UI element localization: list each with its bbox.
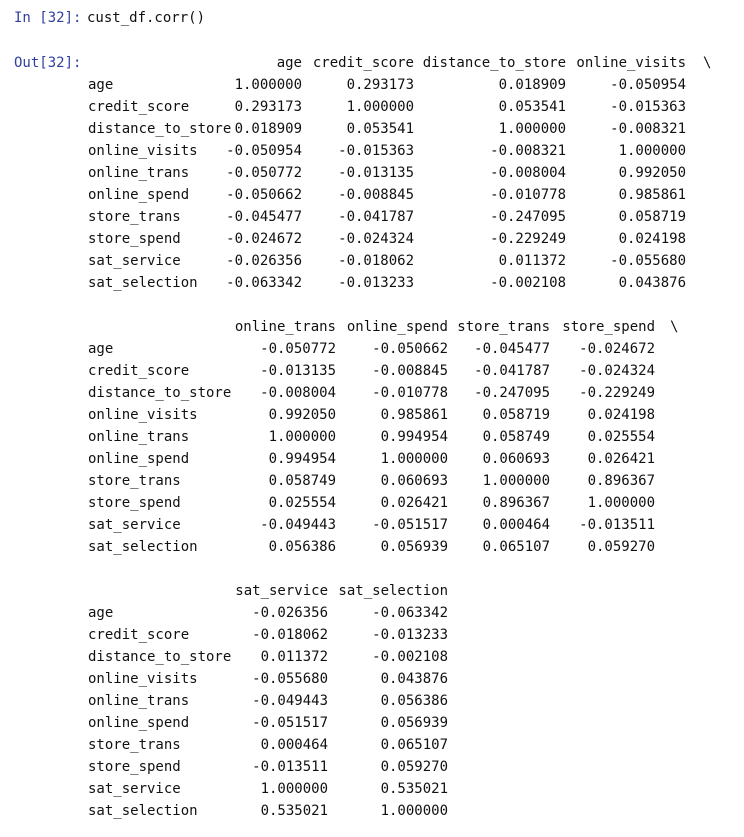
table-cell: -0.015363 — [610, 99, 686, 115]
table-cell: 0.994954 — [380, 429, 448, 445]
continuation-marker: \ — [670, 319, 679, 335]
column-header: online_spend — [346, 319, 448, 335]
table-cell: 1.000000 — [268, 429, 336, 445]
table-row — [0, 382, 744, 404]
table-cell: 1.000000 — [346, 99, 414, 115]
column-header: age — [276, 55, 302, 71]
table-row — [0, 778, 744, 800]
table-header-row — [0, 52, 744, 74]
table-cell: -0.010778 — [372, 385, 448, 401]
table-row — [0, 96, 744, 118]
table-cell: -0.013233 — [372, 627, 448, 643]
code-input[interactable]: cust_df.corr() — [87, 10, 206, 26]
table-cell: -0.247095 — [474, 385, 550, 401]
row-index-label: credit_score — [88, 627, 190, 643]
row-index-label: credit_score — [88, 363, 190, 379]
table-cell: 1.000000 — [260, 781, 328, 797]
table-cell: -0.051517 — [252, 715, 328, 731]
row-index-label: store_spend — [88, 759, 181, 775]
table-cell: 0.053541 — [498, 99, 566, 115]
table-cell: 0.026421 — [380, 495, 448, 511]
table-cell: -0.024672 — [579, 341, 655, 357]
table-cell: 1.000000 — [380, 803, 448, 819]
table-cell: 0.053541 — [346, 121, 414, 137]
table-cell: 0.011372 — [498, 253, 566, 269]
table-cell: 0.994954 — [268, 451, 336, 467]
table-cell: -0.229249 — [490, 231, 566, 247]
table-row — [0, 404, 744, 426]
table-cell: -0.050954 — [226, 143, 302, 159]
table-cell: 0.026421 — [587, 451, 655, 467]
row-index-label: online_visits — [88, 143, 198, 159]
row-index-label: online_trans — [88, 165, 190, 181]
table-cell: -0.050954 — [610, 77, 686, 93]
table-row — [0, 756, 744, 778]
table-cell: 0.535021 — [260, 803, 328, 819]
row-index-label: online_spend — [88, 187, 190, 203]
table-cell: 0.024198 — [618, 231, 686, 247]
table-row — [0, 140, 744, 162]
row-index-label: age — [88, 77, 114, 93]
row-index-label: distance_to_store — [88, 121, 232, 137]
table-cell: -0.051517 — [372, 517, 448, 533]
output-prompt: Out[32]: — [14, 55, 82, 71]
table-cell: -0.063342 — [372, 605, 448, 621]
column-header: sat_selection — [338, 583, 448, 599]
row-index-label: sat_service — [88, 781, 181, 797]
table-cell: -0.041787 — [338, 209, 414, 225]
table-cell: 0.018909 — [498, 77, 566, 93]
table-row — [0, 162, 744, 184]
table-row — [0, 492, 744, 514]
table-row — [0, 250, 744, 272]
table-cell: -0.024672 — [226, 231, 302, 247]
row-index-label: online_trans — [88, 693, 190, 709]
row-index-label: distance_to_store — [88, 649, 232, 665]
table-cell: 0.293173 — [346, 77, 414, 93]
column-header: distance_to_store — [422, 55, 566, 71]
table-cell: 0.018909 — [234, 121, 302, 137]
table-cell: -0.002108 — [490, 275, 566, 291]
table-cell: 0.293173 — [234, 99, 302, 115]
table-cell: -0.049443 — [260, 517, 336, 533]
table-cell: -0.002108 — [372, 649, 448, 665]
table-cell: -0.045477 — [226, 209, 302, 225]
table-cell: -0.050772 — [226, 165, 302, 181]
table-row — [0, 338, 744, 360]
table-cell: -0.055680 — [610, 253, 686, 269]
table-cell: -0.229249 — [579, 385, 655, 401]
table-cell: 0.059270 — [587, 539, 655, 555]
table-row — [0, 470, 744, 492]
table-cell: 0.058749 — [482, 429, 550, 445]
row-index-label: credit_score — [88, 99, 190, 115]
row-index-label: store_trans — [88, 737, 181, 753]
table-cell: 0.025554 — [268, 495, 336, 511]
table-cell: -0.015363 — [338, 143, 414, 159]
table-row — [0, 668, 744, 690]
row-index-label: store_spend — [88, 495, 181, 511]
table-cell: 0.043876 — [618, 275, 686, 291]
table-row — [0, 536, 744, 558]
column-header: online_trans — [234, 319, 336, 335]
table-row — [0, 360, 744, 382]
row-index-label: sat_selection — [88, 275, 198, 291]
table-row — [0, 184, 744, 206]
table-cell: -0.008845 — [338, 187, 414, 203]
row-index-label: sat_service — [88, 517, 181, 533]
row-index-label: sat_selection — [88, 539, 198, 555]
table-row — [0, 602, 744, 624]
row-index-label: age — [88, 605, 114, 621]
table-cell: 1.000000 — [618, 143, 686, 159]
table-cell: 1.000000 — [587, 495, 655, 511]
row-index-label: online_spend — [88, 715, 190, 731]
table-cell: 0.060693 — [380, 473, 448, 489]
table-cell: -0.024324 — [579, 363, 655, 379]
table-cell: -0.008321 — [610, 121, 686, 137]
table-row — [0, 734, 744, 756]
row-index-label: sat_selection — [88, 803, 198, 819]
column-header: store_spend — [562, 319, 655, 335]
table-cell: 0.896367 — [587, 473, 655, 489]
table-cell: -0.013233 — [338, 275, 414, 291]
table-row — [0, 74, 744, 96]
table-cell: -0.008845 — [372, 363, 448, 379]
table-cell: 0.043876 — [380, 671, 448, 687]
column-header: store_trans — [457, 319, 550, 335]
row-index-label: online_visits — [88, 407, 198, 423]
table-cell: -0.008004 — [260, 385, 336, 401]
table-cell: 0.058719 — [482, 407, 550, 423]
table-cell: 0.059270 — [380, 759, 448, 775]
table-row — [0, 118, 744, 140]
column-header: online_visits — [576, 55, 686, 71]
table-cell: -0.013511 — [579, 517, 655, 533]
table-row — [0, 272, 744, 294]
row-index-label: online_trans — [88, 429, 190, 445]
table-row — [0, 514, 744, 536]
table-cell: -0.008321 — [490, 143, 566, 159]
table-cell: 1.000000 — [234, 77, 302, 93]
table-cell: -0.063342 — [226, 275, 302, 291]
table-cell: -0.010778 — [490, 187, 566, 203]
table-cell: -0.026356 — [226, 253, 302, 269]
continuation-marker: \ — [703, 55, 712, 71]
row-index-label: age — [88, 341, 114, 357]
table-cell: -0.013511 — [252, 759, 328, 775]
table-cell: -0.247095 — [490, 209, 566, 225]
table-cell: -0.013135 — [338, 165, 414, 181]
row-index-label: online_visits — [88, 671, 198, 687]
row-index-label: online_spend — [88, 451, 190, 467]
table-cell: -0.049443 — [252, 693, 328, 709]
row-index-label: store_trans — [88, 209, 181, 225]
table-cell: 0.025554 — [587, 429, 655, 445]
table-cell: -0.024324 — [338, 231, 414, 247]
table-cell: 0.056939 — [380, 715, 448, 731]
table-cell: -0.050662 — [226, 187, 302, 203]
table-cell: 0.058749 — [268, 473, 336, 489]
table-cell: 0.992050 — [268, 407, 336, 423]
table-cell: 0.065107 — [380, 737, 448, 753]
row-index-label: sat_service — [88, 253, 181, 269]
table-cell: -0.050772 — [260, 341, 336, 357]
row-index-label: distance_to_store — [88, 385, 232, 401]
table-cell: -0.018062 — [338, 253, 414, 269]
table-cell: 0.060693 — [482, 451, 550, 467]
table-cell: 0.000464 — [482, 517, 550, 533]
table-cell: 1.000000 — [380, 451, 448, 467]
table-cell: 0.024198 — [587, 407, 655, 423]
table-cell: 0.000464 — [260, 737, 328, 753]
table-row — [0, 800, 744, 822]
table-cell: -0.026356 — [252, 605, 328, 621]
table-row — [0, 712, 744, 734]
table-cell: 0.992050 — [618, 165, 686, 181]
table-cell: -0.050662 — [372, 341, 448, 357]
table-row — [0, 228, 744, 250]
table-row — [0, 206, 744, 228]
row-index-label: store_spend — [88, 231, 181, 247]
column-header: credit_score — [312, 55, 414, 71]
table-row — [0, 690, 744, 712]
table-row — [0, 448, 744, 470]
table-cell: 0.896367 — [482, 495, 550, 511]
table-cell: -0.055680 — [252, 671, 328, 687]
table-row — [0, 646, 744, 668]
table-cell: 0.985861 — [618, 187, 686, 203]
table-cell: -0.045477 — [474, 341, 550, 357]
table-cell: 0.985861 — [380, 407, 448, 423]
row-index-label: store_trans — [88, 473, 181, 489]
table-cell: -0.041787 — [474, 363, 550, 379]
input-prompt: In [32]: — [14, 10, 82, 26]
table-header-row — [0, 316, 744, 338]
table-cell: 0.056386 — [268, 539, 336, 555]
table-cell: 0.011372 — [260, 649, 328, 665]
table-header-row — [0, 580, 744, 602]
table-cell: 0.065107 — [482, 539, 550, 555]
table-row — [0, 426, 744, 448]
table-cell: 0.056939 — [380, 539, 448, 555]
table-cell: 1.000000 — [498, 121, 566, 137]
table-cell: 0.535021 — [380, 781, 448, 797]
column-header: sat_service — [235, 583, 328, 599]
table-cell: 0.056386 — [380, 693, 448, 709]
table-row — [0, 624, 744, 646]
table-cell: 0.058719 — [618, 209, 686, 225]
table-cell: -0.008004 — [490, 165, 566, 181]
table-cell: 1.000000 — [482, 473, 550, 489]
table-cell: -0.013135 — [260, 363, 336, 379]
table-cell: -0.018062 — [252, 627, 328, 643]
